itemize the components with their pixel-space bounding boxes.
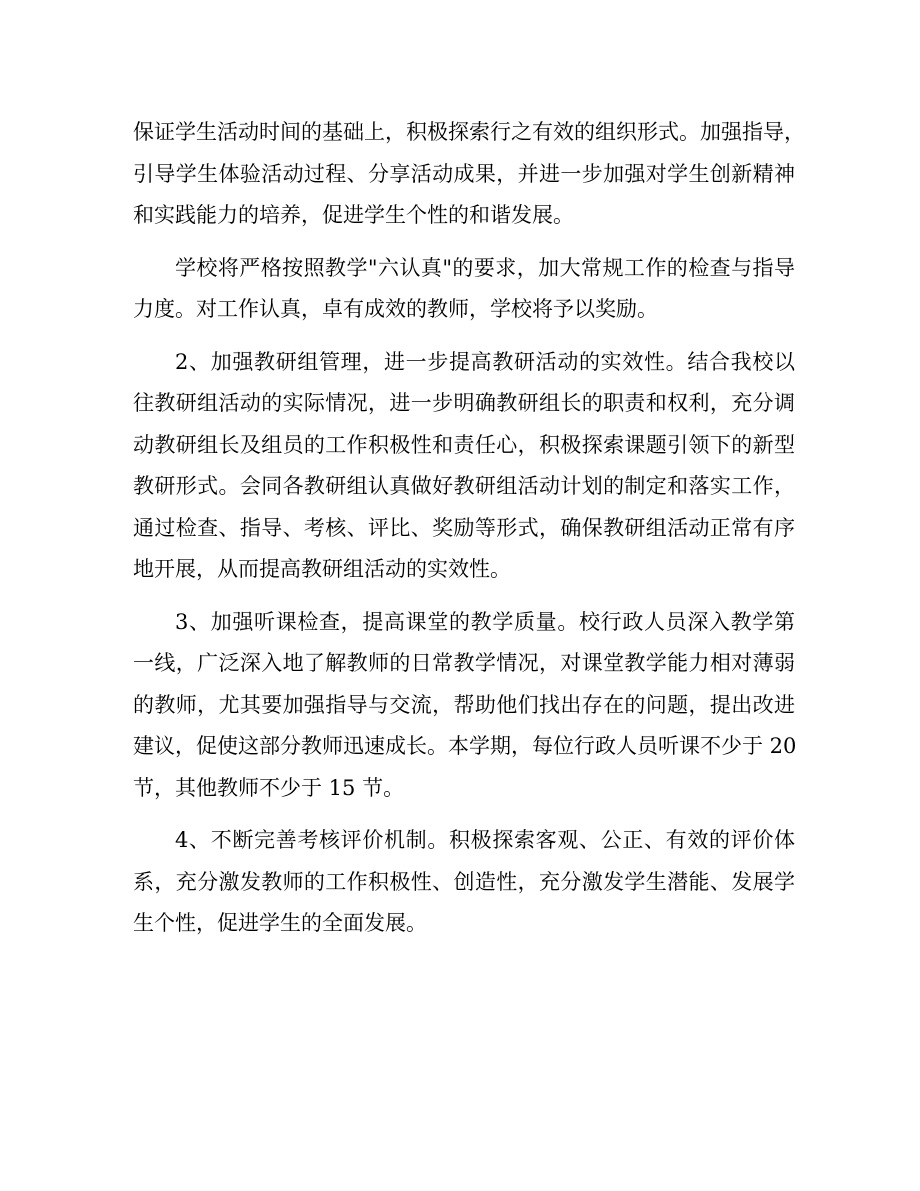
paragraph-line: 生个性，促进学生的全面发展。 — [133, 911, 427, 935]
paragraph-line: 往教研组活动的实际情况，进一步明确教研组长的职责和权利，充分调 — [133, 391, 795, 415]
paragraph-line: 通过检查、指导、考核、评比、奖励等形式，确保教研组活动正常有序 — [133, 515, 795, 540]
paragraph-line: 建议，促使这部分教师迅速成长。本学期，每位行政人员听课不少于 20 — [133, 734, 797, 758]
document-body — [133, 112, 805, 945]
paragraph-line: 的教师，尤其要加强指导与交流，帮助他们找出存在的问题，提出改进 — [133, 692, 795, 717]
paragraph-line: 节，其他教师不少于 15 节。 — [133, 775, 405, 800]
paragraph-line: 一线，广泛深入地了解教师的日常教学情况，对课堂教学能力相对薄弱 — [133, 651, 795, 675]
paragraph-line: 和实践能力的培养，促进学生个性的和谐发展。 — [133, 203, 574, 227]
paragraph-line: 系，充分激发教师的工作积极性、创造性，充分激发学生潜能、发展学 — [133, 869, 795, 894]
paragraph-line: 教研形式。会同各教研组认真做好教研组活动计划的制定和落实工作， — [133, 474, 795, 498]
paragraph-line: 4、不断完善考核评价机制。积极探索客观、公正、有效的评价体 — [175, 828, 795, 852]
paragraph-line: 地开展，从而提高教研组活动的实效性。 — [133, 557, 511, 581]
paragraph-line: 2、加强教研组管理，进一步提高教研活动的实效性。结合我校以 — [175, 349, 795, 374]
paragraph-line: 3、加强听课检查，提高课堂的教学质量。校行政人员深入教学第 — [175, 609, 795, 634]
paragraph-line: 引导学生体验活动过程、分享活动成果，并进一步加强对学生创新精神 — [133, 161, 795, 186]
paragraph-line: 动教研组长及组员的工作积极性和责任心，积极探索课题引领下的新型 — [133, 432, 795, 457]
paragraph-line: 学校将严格按照教学"六认真"的要求，加大常规工作的检查与指导 — [175, 255, 795, 280]
paragraph-line: 保证学生活动时间的基础上，积极探索行之有效的组织形式。加强指导， — [133, 120, 805, 144]
paragraph-line: 力度。对工作认真，卓有成效的教师，学校将予以奖励。 — [133, 297, 658, 321]
